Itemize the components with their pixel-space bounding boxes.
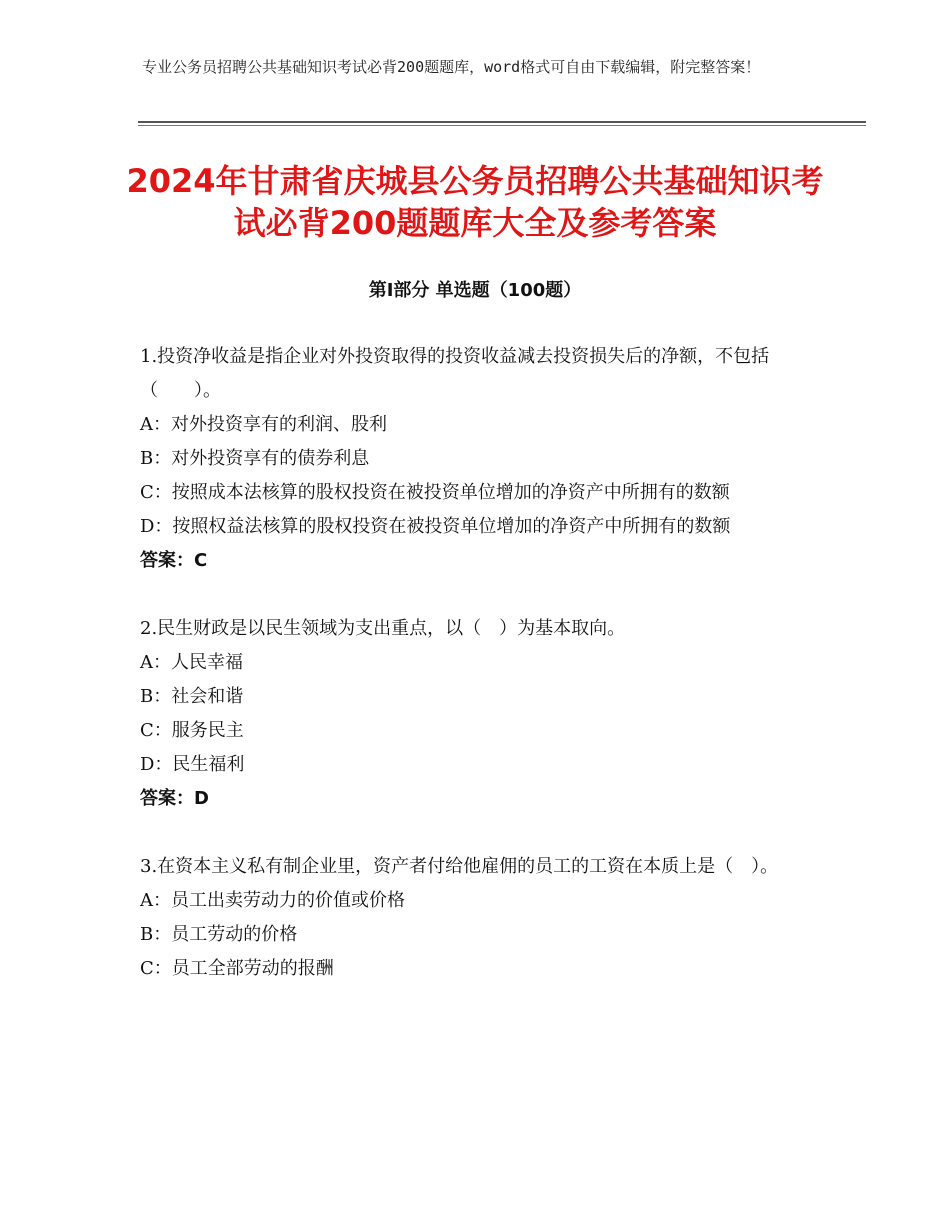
question-stem: 1.投资净收益是指企业对外投资取得的投资收益减去投资损失后的净额，不包括（ ）。: [140, 346, 770, 401]
option-b: B：员工劳动的价格: [140, 924, 298, 945]
option-b: B：对外投资享有的债券利息: [140, 448, 370, 469]
option-d: D：按照权益法核算的股权投资在被投资单位增加的净资产中所拥有的数额: [140, 516, 731, 537]
option-c: C：服务民主: [140, 720, 244, 741]
option-c: C：员工全部劳动的报酬: [140, 958, 334, 979]
question-1: [140, 340, 820, 578]
option-a: A：员工出卖劳动力的价值或价格: [140, 890, 405, 911]
header-divider: [138, 121, 866, 123]
option-a: A：对外投资享有的利润、股利: [140, 414, 387, 435]
question-3: [140, 850, 820, 986]
question-list: [140, 340, 820, 1020]
option-b: B：社会和谐: [140, 686, 244, 707]
section-heading: 第Ⅰ部分 单选题（100题）: [368, 280, 582, 301]
question-2: [140, 612, 820, 816]
answer-line: 答案：D: [140, 788, 209, 809]
document-title: 2024年甘肃省庆城县公务员招聘公共基础知识考试必背200题题库大全及参考答案: [126, 162, 824, 242]
option-d: D：民生福利: [140, 754, 245, 775]
header-note: 专业公务员招聘公共基础知识考试必背200题题库，word格式可自由下载编辑，附完整答案！: [142, 58, 761, 76]
question-stem: 3.在资本主义私有制企业里，资产者付给他雇佣的员工的工资在本质上是（ ）。: [140, 856, 779, 877]
option-c: C：按照成本法核算的股权投资在被投资单位增加的净资产中所拥有的数额: [140, 482, 730, 503]
header-divider-thin: [138, 125, 866, 126]
option-a: A：人民幸福: [140, 652, 243, 673]
question-stem: 2.民生财政是以民生领域为支出重点，以（ ）为基本取向。: [140, 618, 626, 639]
answer-line: 答案：C: [140, 550, 208, 571]
